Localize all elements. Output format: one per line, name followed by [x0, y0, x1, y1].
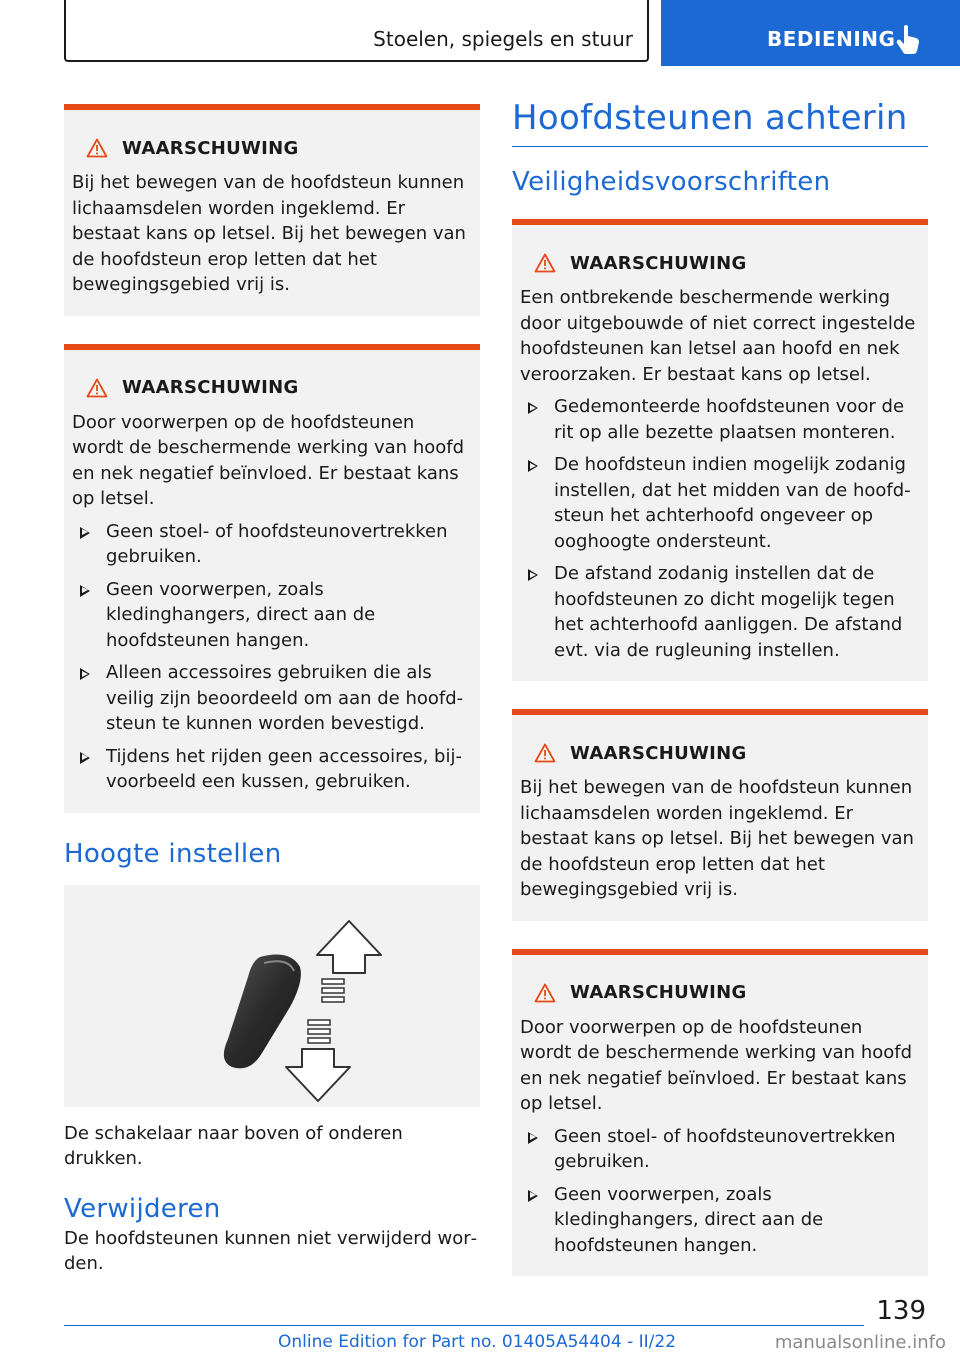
bullet-arrow-icon: [80, 668, 90, 680]
warning-text: Bij het bewegen van de hoofdsteun kunnen lichaamsdelen worden ingeklemd. Er bestaat kans op letsel. Bij het bewegen van de hoofdsteun erop letten dat het bewegingsgebied vrij is.: [520, 777, 914, 900]
warning-text: Een ontbrekende beschermende werking door uitgebouwde of niet correct ingestelde hoofdsteunen kan letsel aan hoofd en nek veroorzaken. Er bestaat kans op letsel.: [520, 287, 916, 385]
warning-header: [520, 737, 916, 769]
warning-text: Door voorwerpen op de hoofdsteunen wordt de beschermende werking van hoofd en nek negatief beïnvloed. Er bestaat kans op letsel.: [72, 411, 465, 509]
bullet-arrow-icon: [528, 569, 538, 581]
warning-title: WAARSCHUWING: [570, 742, 747, 764]
page-header: [0, 0, 960, 66]
list-item: Gedemonteerde hoofdsteunen voor de rit op alle bezette plaatsen monteren.: [520, 394, 916, 445]
page-number: 139: [876, 1296, 926, 1326]
warning-box: [512, 709, 928, 921]
right-column: [512, 98, 928, 1304]
warning-header: [72, 372, 468, 404]
warning-header: [520, 977, 916, 1009]
list-item: Geen voorwerpen, zoals kledinghangers, direct aan de hoofdsteunen hangen.: [72, 577, 468, 654]
warning-header: [520, 247, 916, 279]
left-column: [64, 104, 480, 1277]
warning-triangle-icon: [534, 743, 556, 763]
warning-triangle-icon: [86, 378, 108, 398]
warning-triangle-icon: [534, 253, 556, 273]
warning-text: Door voorwerpen op de hoofdsteunen wordt de beschermende werking van hoofd en nek negatief beïnvloed. Er bestaat kans op letsel.: [520, 1016, 913, 1114]
warning-bullets: [520, 1124, 916, 1259]
list-item: Geen voorwerpen, zoals kledinghangers, direct aan de hoofdsteunen hangen.: [520, 1182, 916, 1259]
warning-box: [512, 219, 928, 681]
footer-edition: Online Edition for Part no. 01405A54404 - II/22: [278, 1332, 677, 1352]
bullet-arrow-icon: [80, 585, 90, 597]
list-item: De hoofdsteun indien mogelijk zodanig instellen, dat het midden van de hoofdsteun het achterhoofd ongeveer op ooghoogte ondersteunt.: [520, 452, 916, 554]
warning-header: [72, 132, 468, 164]
list-item: Alleen accessoires gebruiken die als veilig zijn beoordeeld om aan de hoofdsteun te kunnen worden bevestigd.: [72, 660, 468, 737]
warning-bullets: [520, 394, 916, 663]
warning-triangle-icon: [534, 983, 556, 1003]
warning-title: WAARSCHUWING: [122, 137, 299, 159]
chapter-tab: [64, 0, 649, 62]
list-item: Tijdens het rijden geen accessoires, bijvoorbeeld een kussen, gebruiken.: [72, 744, 468, 795]
warning-box: [64, 344, 480, 813]
warning-box: [512, 949, 928, 1277]
list-item: De afstand zodanig instellen dat de hoofdsteunen zo dicht mogelijk tegen het achterhoofd aanliggen. De afstand evt. via de rugleuning instellen.: [520, 561, 916, 663]
bullet-arrow-icon: [528, 1132, 538, 1144]
chapter-title: Stoelen, spiegels en stuur: [373, 27, 633, 51]
body-paragraph: De hoofdsteunen kunnen niet verwijderd worden.: [64, 1227, 478, 1274]
bullet-arrow-icon: [80, 752, 90, 764]
warning-title: WAARSCHUWING: [570, 252, 747, 274]
section-tab: [661, 0, 960, 66]
warning-bullets: [72, 519, 468, 795]
list-item: Geen stoel- of hoofdsteunovertrekken gebruiken.: [520, 1124, 916, 1175]
warning-box: [64, 104, 480, 316]
footer-divider: [64, 1325, 864, 1326]
page-title: Hoofdsteunen achterin: [512, 98, 928, 147]
watermark: manualsonline.info: [774, 1332, 946, 1353]
body-paragraph: De schakelaar naar boven of onderen drukken.: [64, 1122, 403, 1169]
bullet-arrow-icon: [528, 460, 538, 472]
warning-text: Bij het bewegen van de hoofdsteun kunnen lichaamsdelen worden ingeklemd. Er bestaat kans op letsel. Bij het bewegen van de hoofdsteun erop letten dat het bewegingsgebied vrij is.: [72, 172, 466, 295]
headrest-switch-illustration: [64, 885, 480, 1107]
section-heading: Veiligheidsvoorschriften: [512, 167, 831, 197]
warning-triangle-icon: [86, 138, 108, 158]
warning-title: WAARSCHUWING: [570, 982, 747, 1003]
bullet-arrow-icon: [528, 402, 538, 414]
warning-title: WAARSCHUWING: [122, 377, 299, 398]
bullet-arrow-icon: [528, 1190, 538, 1202]
hand-pointer-icon: [895, 24, 921, 54]
section-title: BEDIENING: [767, 27, 896, 51]
list-item: Geen stoel- of hoofdsteunovertrekken gebruiken.: [72, 519, 468, 570]
section-heading: Verwijderen: [64, 1193, 221, 1224]
section-heading: Hoogte instellen: [64, 838, 282, 869]
switch-illustration-icon: [64, 885, 480, 1107]
bullet-arrow-icon: [80, 527, 90, 539]
